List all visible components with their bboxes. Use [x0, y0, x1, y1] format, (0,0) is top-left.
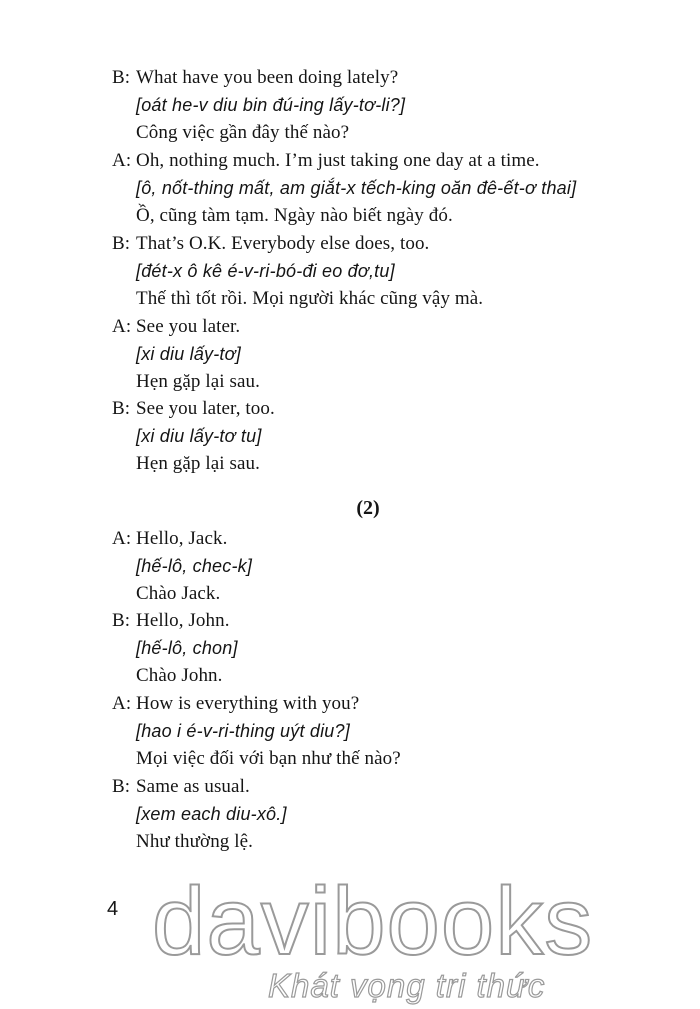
speaker-label: B: [112, 776, 131, 797]
speaker-label: B: [112, 610, 131, 631]
english-line [112, 230, 672, 258]
dialogue-entry-4 [112, 313, 672, 396]
dialogue-entry-3 [112, 230, 672, 313]
speaker-label: B: [112, 67, 131, 88]
page-number: 4 [107, 898, 119, 920]
speaker-label: A: [112, 693, 132, 714]
phonetic-line: [xi diu lấy-tơ tu] [136, 425, 262, 446]
phonetic-line: [xi diu lấy-tơ] [136, 343, 241, 364]
dialogue-entry-5 [112, 395, 672, 478]
phonetic-line: [hế-lô, chon] [136, 637, 238, 658]
vietnamese-line: Mọi việc đối với bạn như thế nào? [136, 748, 401, 769]
phonetic-line: [hế-lô, chec-k] [136, 555, 253, 576]
english-line [112, 64, 672, 92]
speaker-label: B: [112, 398, 131, 419]
phonetic-line: [hao i é-v-ri-thing uýt diu?] [136, 720, 350, 741]
vietnamese-line: Công việc gần đây thế nào? [136, 122, 350, 143]
phonetic-line: [oát he-v diu bin đú-ing lấy-tơ-li?] [136, 94, 406, 115]
english-text: Hello, John. [136, 610, 230, 631]
speaker-label: A: [112, 528, 132, 549]
dialogue-entry-9 [112, 773, 672, 856]
english-line [112, 607, 672, 635]
vietnamese-line: Ồ, cũng tàm tạm. Ngày nào biết ngày đó. [136, 205, 453, 226]
english-text: How is everything with you? [136, 693, 360, 714]
english-text: That’s O.K. Everybody else does, too. [136, 233, 430, 254]
english-text: Same as usual. [136, 776, 250, 797]
vietnamese-line: Chào John. [136, 665, 223, 686]
english-text: Oh, nothing much. I’m just taking one day at a time. [136, 150, 540, 171]
vietnamese-line: Hẹn gặp lại sau. [136, 453, 261, 474]
dialogue-entry-1 [112, 64, 672, 147]
english-text: What have you been doing lately? [136, 67, 399, 88]
speaker-label: A: [112, 316, 132, 337]
english-line [112, 313, 672, 341]
english-line [112, 525, 672, 553]
dialogue-entry-6 [112, 525, 672, 608]
speaker-label: A: [112, 150, 132, 171]
english-line [112, 690, 672, 718]
speaker-label: B: [112, 233, 131, 254]
dialogue-entry-7 [112, 607, 672, 690]
section-heading: (2) [356, 497, 380, 519]
english-line [112, 147, 672, 175]
phonetic-line: [ô, nốt-thing mất, am giắt-x tếch-king oăn đê-ết-ơ thai] [136, 177, 577, 198]
phonetic-line: [đét-x ô kê é-v-ri-bó-đi eo đơ,tu] [136, 260, 395, 281]
watermark-logo: davibooks [152, 868, 594, 975]
english-text: Hello, Jack. [136, 528, 228, 549]
vietnamese-line: Thế thì tốt rồi. Mọi người khác cũng vậy mà. [136, 288, 484, 309]
dialogue-entry-8 [112, 690, 672, 773]
english-text: See you later, too. [136, 398, 275, 419]
english-line [112, 395, 672, 423]
watermark-slogan: Khát vọng tri thức [268, 967, 546, 1004]
vietnamese-line: Như thường lệ. [136, 831, 254, 852]
english-text: See you later. [136, 316, 241, 337]
phonetic-line: [xem each diu-xô.] [136, 803, 287, 824]
vietnamese-line: Hẹn gặp lại sau. [136, 371, 261, 392]
vietnamese-line: Chào Jack. [136, 583, 221, 604]
dialogue-entry-2 [112, 147, 672, 230]
english-line [112, 773, 672, 801]
